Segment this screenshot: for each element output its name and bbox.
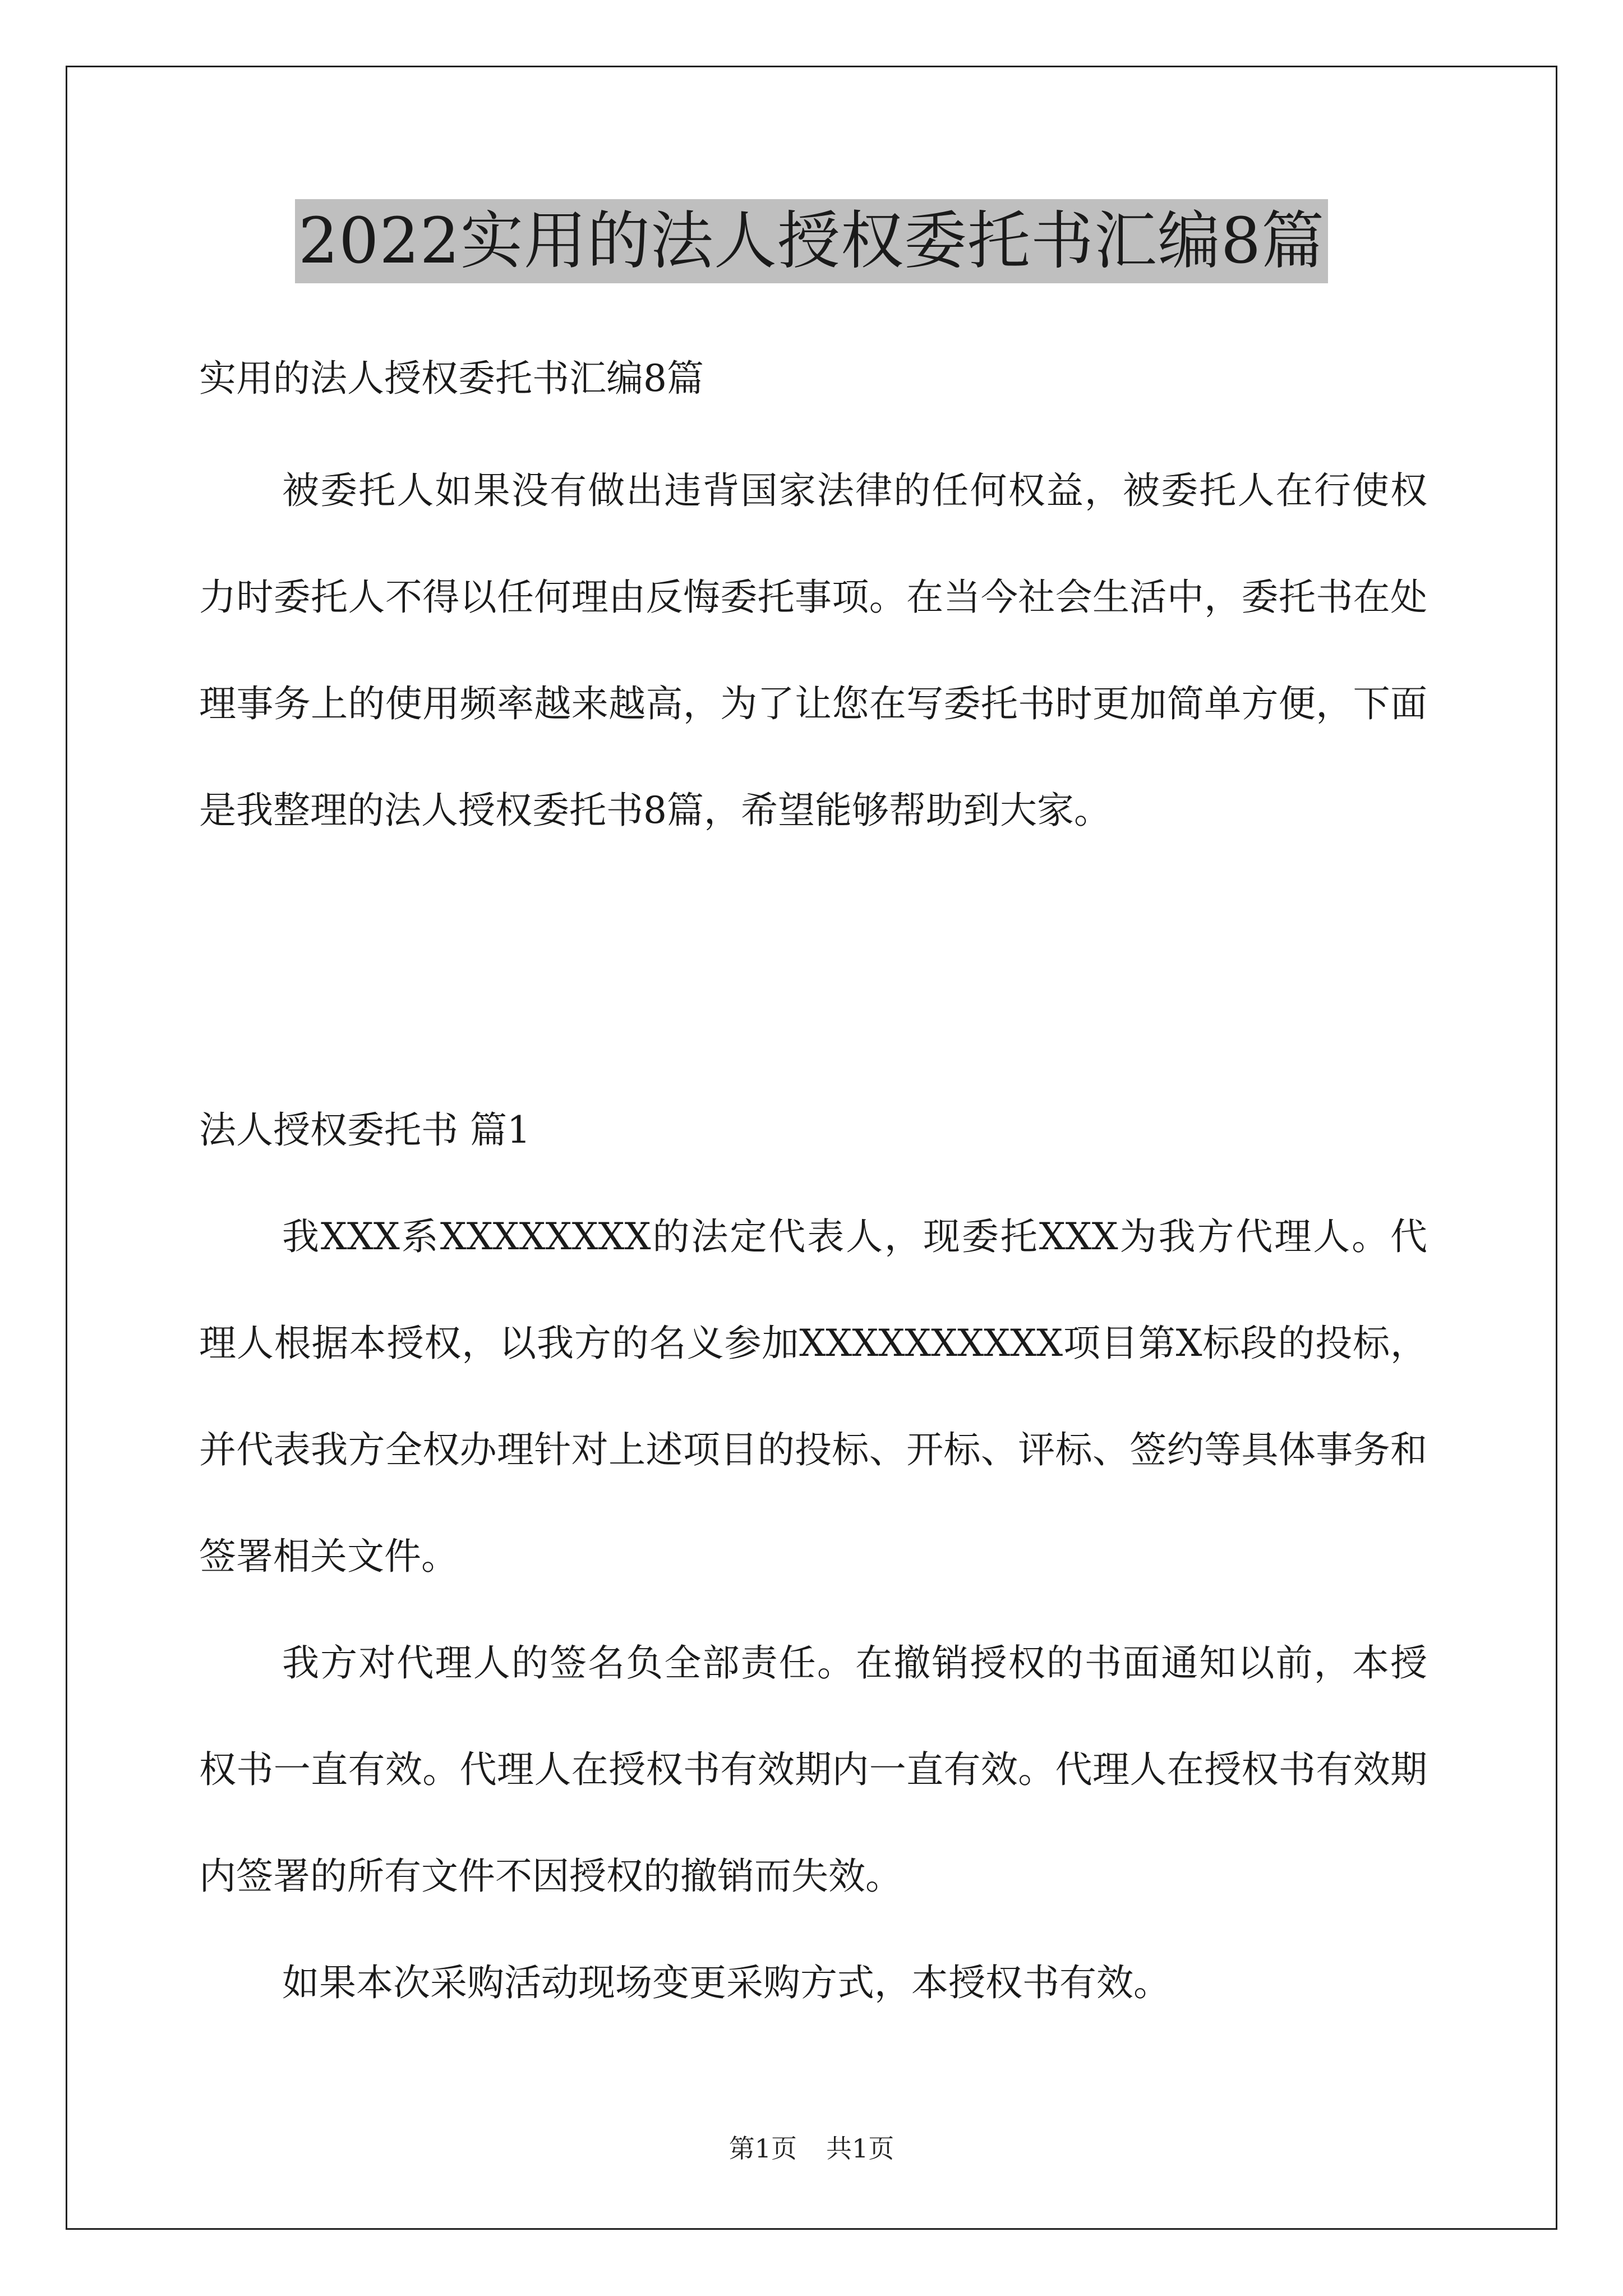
page-total: 共1页 (826, 2133, 895, 2164)
document-subtitle: 实用的法人授权委托书汇编8篇 (199, 357, 704, 400)
section-paragraph: 如果本次采购活动现场变更采购方式，本授权书有效。 (282, 1961, 1170, 2004)
intro-paragraph: 被委托人如果没有做出违背国家法律的任何权益，被委托人在行使权力时委托人不得以任何理由反悔委托事项。在当今社会生活中，委托书在处理事务上的使用频率越来越高，为了让您在写委托书时更加简单方便，下面是我整理的法人授权委托书8篇，希望能够帮助到大家。 (199, 469, 1427, 832)
section-paragraph: 我XXX系XXXXXXXX的法定代表人，现委托XXX为我方代理人。代理人根据本授权，以我方的名义参加XXXXXXXXXX项目第X标段的投标，并代表我方全权办理针对上述项目的投标、开标、评标、签约等具体事务和签署相关文件。 (199, 1215, 1427, 1578)
section-heading: 法人授权委托书 篇1 (199, 1108, 531, 1152)
page-footer (0, 2132, 1623, 2165)
title-container (0, 199, 1623, 283)
page-number: 第1页 (728, 2133, 797, 2164)
document-title: 2022实用的法人授权委托书汇编8篇 (295, 199, 1328, 283)
section-paragraph: 我方对代理人的签名负全部责任。在撤销授权的书面通知以前，本授权书一直有效。代理人在授权书有效期内一直有效。代理人在授权书有效期内签署的所有文件不因授权的撤销而失效。 (199, 1641, 1427, 1898)
